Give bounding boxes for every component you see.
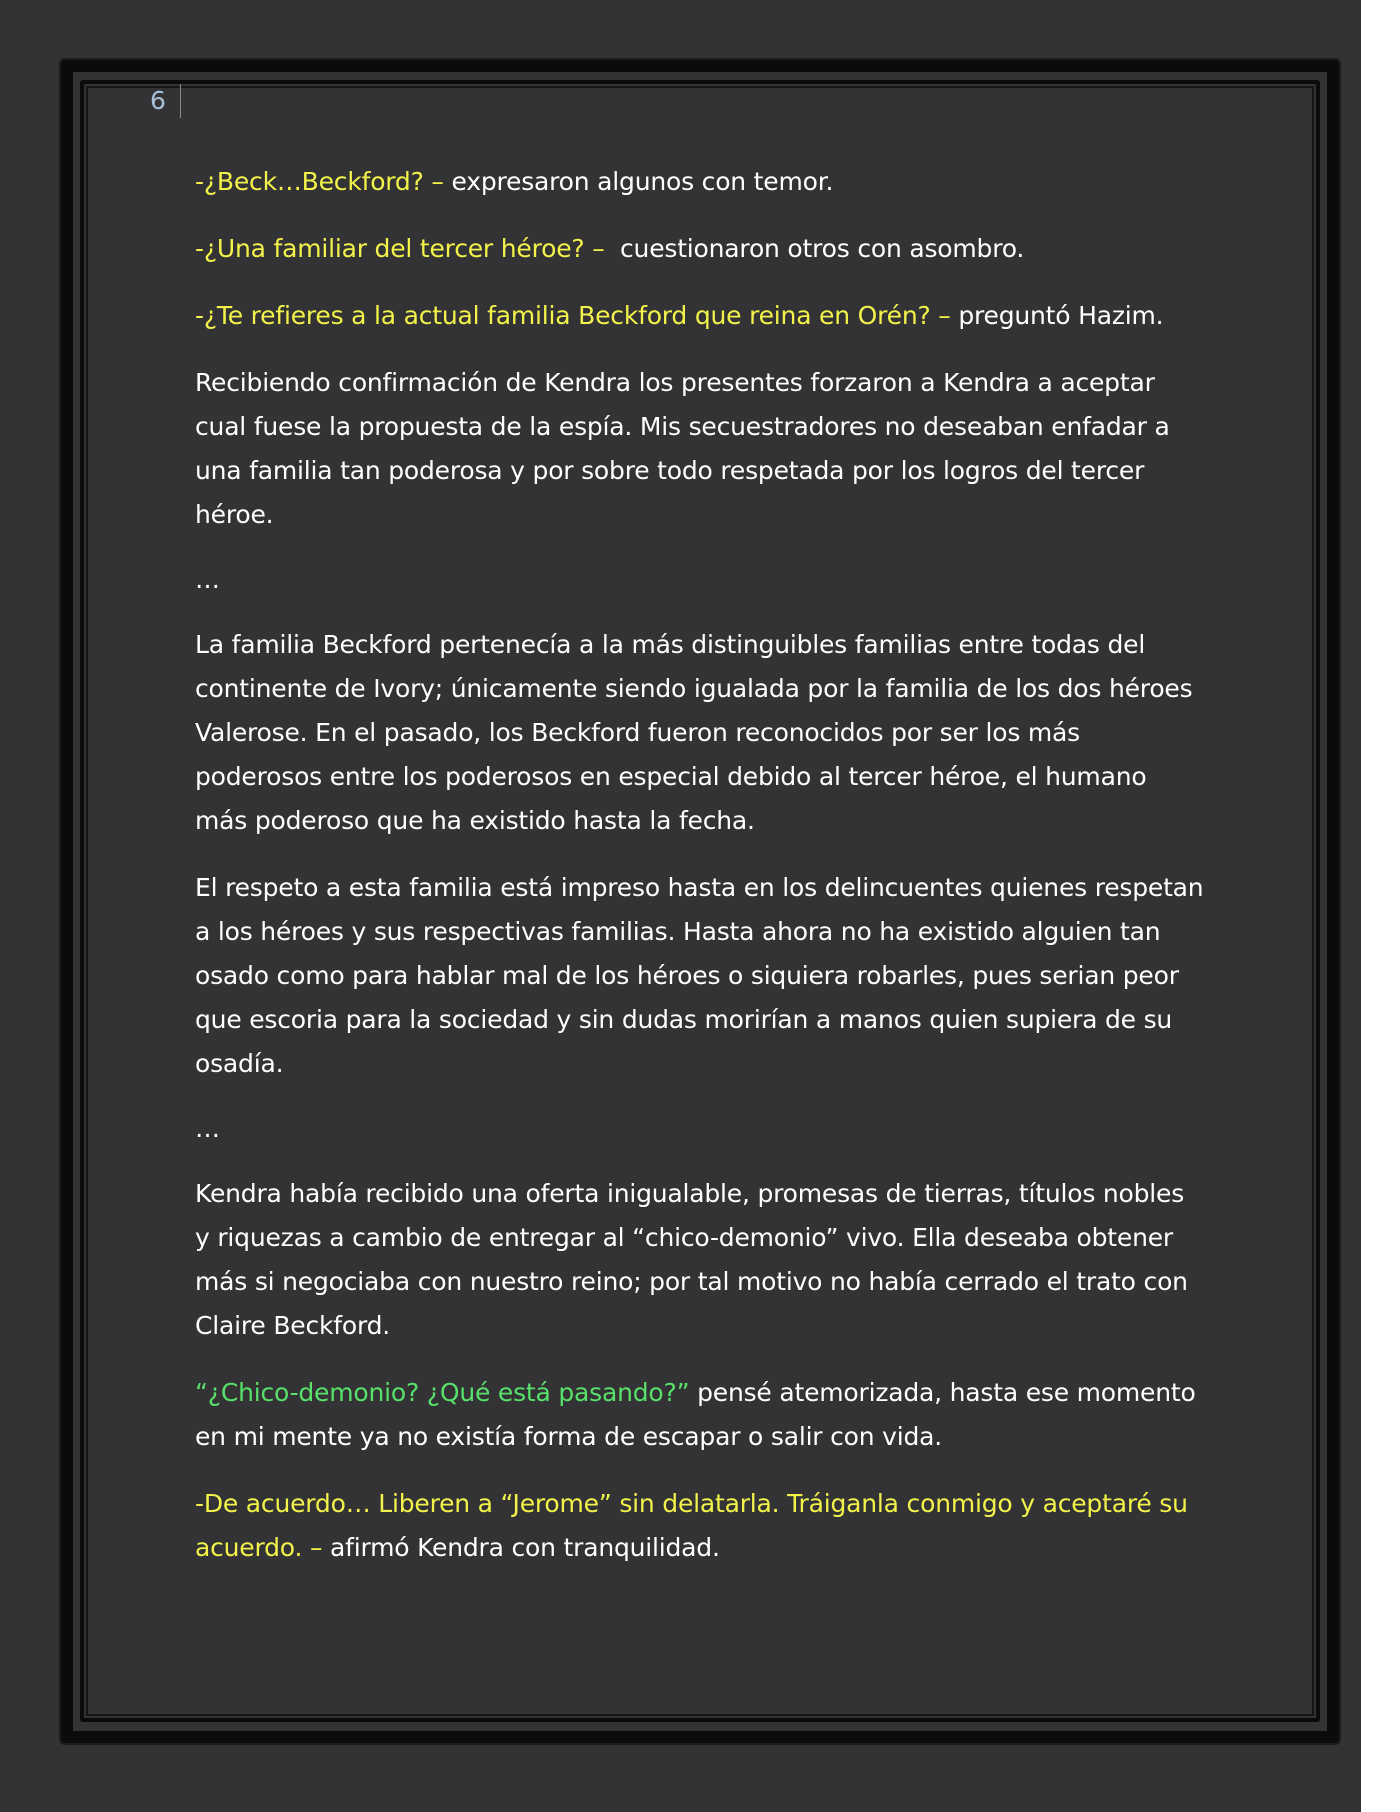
dialogue-text: -¿Te refieres a la actual familia Beckford que reina en Orén? –	[195, 301, 951, 330]
dialogue-text: -¿Una familiar del tercer héroe? –	[195, 234, 605, 263]
narration-paragraph: El respeto a esta familia está impreso hasta en los delincuentes quienes respetan a los héroes y sus respectivas familias. Hasta ahora no ha existido alguien tan osado como para hablar mal de los héroes o siquiera robarles, pues serian peor que escoria para la sociedad y sin dudas morirían a manos quien supiera de su osadía.	[195, 873, 1204, 1078]
thought-text: “¿Chico-demonio? ¿Qué está pasando?”	[195, 1378, 690, 1407]
dialogue-paragraph	[195, 294, 1205, 338]
dialogue-paragraph	[195, 1482, 1205, 1570]
story-text	[195, 160, 1205, 1593]
dialogue-text: -¿Beck…Beckford? –	[195, 167, 444, 196]
narration-text: pensé atemorizada, hasta ese momento en mi mente ya no existía forma de escapar o salir con vida.	[195, 1378, 1196, 1451]
narration-text: cuestionaron otros con asombro.	[604, 234, 1025, 263]
narration-paragraph: La familia Beckford pertenecía a la más distinguibles familias entre todas del continente de Ivory; únicamente siendo igualada por la familia de los dos héroes Valerose. En el pasado, los Beckford fueron reconocidos por ser los más poderosos entre los poderosos en especial debido al tercer héroe, el humano más poderoso que ha existido hasta la fecha.	[195, 630, 1193, 835]
scene-break: …	[195, 1114, 220, 1143]
narration-text: preguntó Hazim.	[950, 301, 1164, 330]
dialogue-text: -De acuerdo… Liberen a “Jerome” sin delatarla. Tráiganla conmigo y aceptaré su acuerdo. –	[195, 1489, 1188, 1562]
narration-text: afirmó Kendra con tranquilidad.	[322, 1533, 720, 1562]
narration-paragraph: Recibiendo confirmación de Kendra los presentes forzaron a Kendra a aceptar cual fuese la propuesta de la espía. Mis secuestradores no deseaban enfadar a una familia tan poderosa y por sobre todo respetada por los logros del tercer héroe.	[195, 368, 1170, 529]
thought-paragraph	[195, 1371, 1205, 1459]
narration-paragraph: Kendra había recibido una oferta inigualable, promesas de tierras, títulos nobles y riquezas a cambio de entregar al “chico-demonio” vivo. Ella deseaba obtener más si negociaba con nuestro reino; por tal motivo no había cerrado el trato con Claire Beckford.	[195, 1179, 1188, 1340]
dialogue-paragraph	[195, 160, 1205, 204]
narration-text: expresaron algunos con temor.	[443, 167, 834, 196]
dialogue-paragraph	[195, 227, 1205, 271]
scene-break: …	[195, 565, 220, 594]
page-number: 6	[150, 84, 181, 118]
